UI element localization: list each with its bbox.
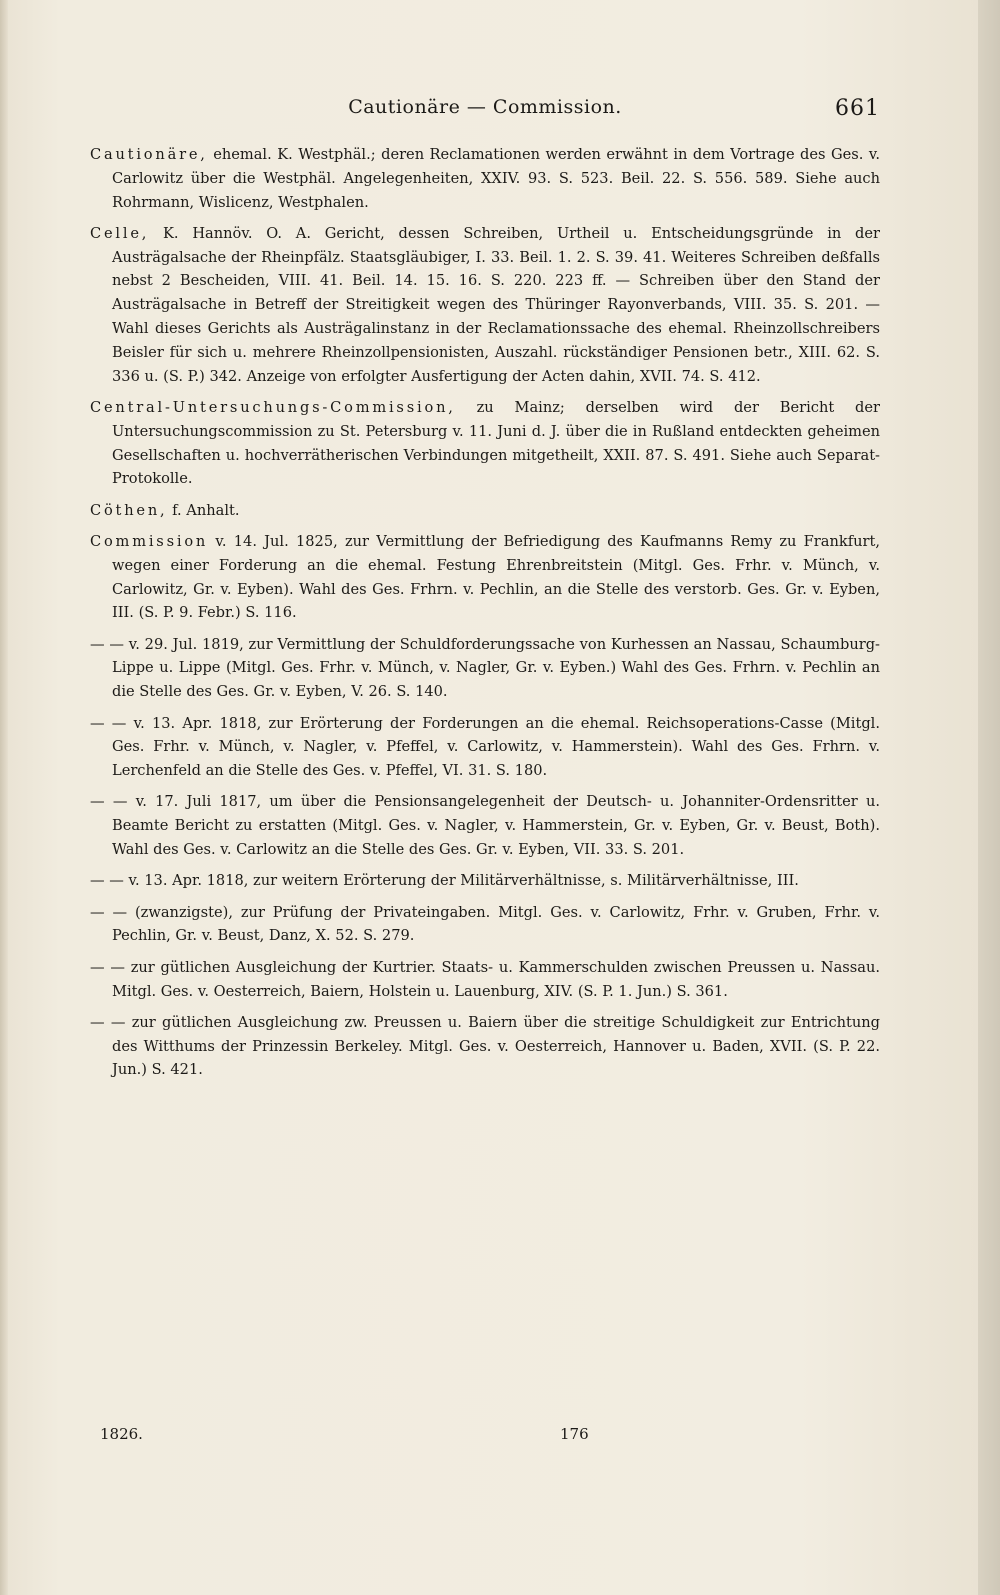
running-title: Cautionäre — Commission. [348,96,622,118]
index-entry [90,530,880,625]
entry-text: v. 13. Apr. 1818, zur Erörterung der Forderungen an die ehemal. Reichsoperations-Casse (Mitgl. Ges. Frhr. v. Münch, v. Nagler, v. Pfeffel, v. Carlowitz, v. Hammerstein). Wahl des Ges. Frhrn. v. Lerchenfeld an die Stelle des Ges. v. Pfeffel, VI. 31. S. 180. [112,714,880,780]
entry-dash: — — [90,903,128,921]
entry-headword: Commission [90,532,209,550]
entry-headword: Cautionäre, [90,146,208,163]
page-gutter-shadow [0,0,8,1595]
entry-dash: — — [90,1013,126,1031]
page-number: 661 [835,96,880,121]
entry-text: v. 14. Jul. 1825, zur Vermittlung der Befriedigung des Kaufmanns Remy zu Frankfurt, wegen einer Forderung an die ehemal. Festung Ehrenbreitstein (Mitgl. Ges. Frhr. v. Münch, v. Carlowitz, Gr. v. Eyben). Wahl des Ges. Frhrn. v. Pechlin, an die Stelle des verstorb. Ges. Gr. v. Eyben, III. (S. P. 9. Febr.) S. 116. [112,532,881,622]
entry-headword: Central-Untersuchungs-Commission, [90,398,456,416]
index-subentry [90,790,880,861]
entry-text: v. 17. Juli 1817, um über die Pensionsangelegenheit der Deutsch- u. Johanniter-Ordensritter u. Beamte Bericht zu erstatten (Mitgl. Ges. v. Nagler, v. Hammerstein, Gr. v. Eyben, Gr. v. Beust, Both). Wahl des Ges. v. Carlowitz an die Stelle des Ges. Gr. v. Eyben, VII. 33. S. 201. [112,793,880,859]
entry-text: zur gütlichen Ausgleichung zw. Preussen u. Baiern über die streitige Schuldigkeit zur Entrichtung des Witthums der Prinzessin Berkeley. Mitgl. Ges. v. Oesterreich, Hannover u. Baden, XVII. (S. P. 22. Jun.) S. 421. [112,1013,881,1079]
index-subentry [90,1011,880,1082]
footer-year: 1826. [100,1425,143,1443]
entry-text: K. Hannöv. O. A. Gericht, dessen Schreiben, Urtheil u. Entscheidungsgründe in der Austrägalsache der Rheinpfälz. Staatsgläubiger, I. 33. Beil. 1. 2. S. 39. 41. Weiteres Schreiben deßfalls nebst 2 Bescheiden, VIII. 41. Beil. 14. 15. 16. S. 220. 223 ff. — Schreiben über den Stand der Austrägalsache in Betreff der Streitigkeit wegen des Thüringer Rayonverbands, VIII. 35. S. 201. — Wahl dieses Gerichts als Austrägalinstanz in der Reclamationssache des ehemal. Rheinzollschreibers Beisler für sich u. mehrere Rheinzollpensionisten, Auszahl. rückständiger Pensionen betr., XIII. 62. S. 336 u. (S. P.) 342. Anzeige von erfolgter Ausfertigung der Acten dahin, XVII. 74. S. 412. [112,224,880,385]
index-entry [90,499,880,523]
entry-headword: Cöthen, [90,501,168,519]
entry-dash: — — [90,958,125,976]
index-subentry [90,869,880,893]
signature-mark: 176 [560,1425,589,1443]
entry-text: zu Mainz; derselben wird der Bericht der Untersuchungscommission zu St. Petersburg v. 11. Juni d. J. über die in Rußland entdeckten geheimen Gesellschaften u. hochverrätherischen Verbindungen mitgetheilt, XXII. 87. S. 491. Siehe auch Separat-Protokolle. [112,398,881,488]
index-entry [90,143,880,214]
entry-text: (zwanzigste), zur Prüfung der Privateingaben. Mitgl. Ges. v. Carlowitz, Frhr. v. Gruben, Frhr. v. Pechlin, Gr. v. Beust, Danz, X. 52. S. 279. [112,903,881,945]
entry-dash: — — [90,635,124,653]
entry-text: zur gütlichen Ausgleichung der Kurtrier. Staats- u. Kammerschulden zwischen Preussen u. Nassau. Mitgl. Ges. v. Oesterreich, Baiern, Holstein u. Lauenburg, XIV. (S. P. 1. Jun.) S. 361. [112,958,880,1000]
index-subentry [90,956,880,1004]
entry-dash: — — [90,793,128,811]
index-entry [90,396,880,491]
index-entry [90,222,880,389]
entry-text: v. 29. Jul. 1819, zur Vermittlung der Schuldforderungssache von Kurhessen an Nassau, Schaumburg-Lippe u. Lippe (Mitgl. Ges. Frhr. v. Münch, v. Nagler, Gr. v. Eyben.) Wahl des Ges. Frhrn. v. Pechlin an die Stelle des Ges. Gr. v. Eyben, V. 26. S. 140. [112,635,880,701]
entry-dash: — — [90,872,124,890]
entry-dash: — — [90,714,127,732]
page-header [90,96,880,126]
entry-headword: Celle, [90,224,150,242]
index-subentry [90,633,880,704]
index-subentry [90,901,880,949]
page-footer [100,1425,600,1449]
entry-text: ehemal. K. Westphäl.; deren Reclamationen werden erwähnt in dem Vortrage des Ges. v. Carlowitz über die Westphäl. Angelegenheiten, XXIV. 93. S. 523. Beil. 22. S. 556. 589. Siehe auch Rohrmann, Wislicenz, Westphalen. [112,146,881,211]
page-edge [978,0,1000,1595]
entry-text: v. 13. Apr. 1818, zur weitern Erörterung der Militärverhältnisse, s. Militärverhältnisse, III. [128,872,799,890]
index-column [90,143,880,1086]
entry-text: f. Anhalt. [172,501,240,519]
index-subentry [90,712,880,783]
